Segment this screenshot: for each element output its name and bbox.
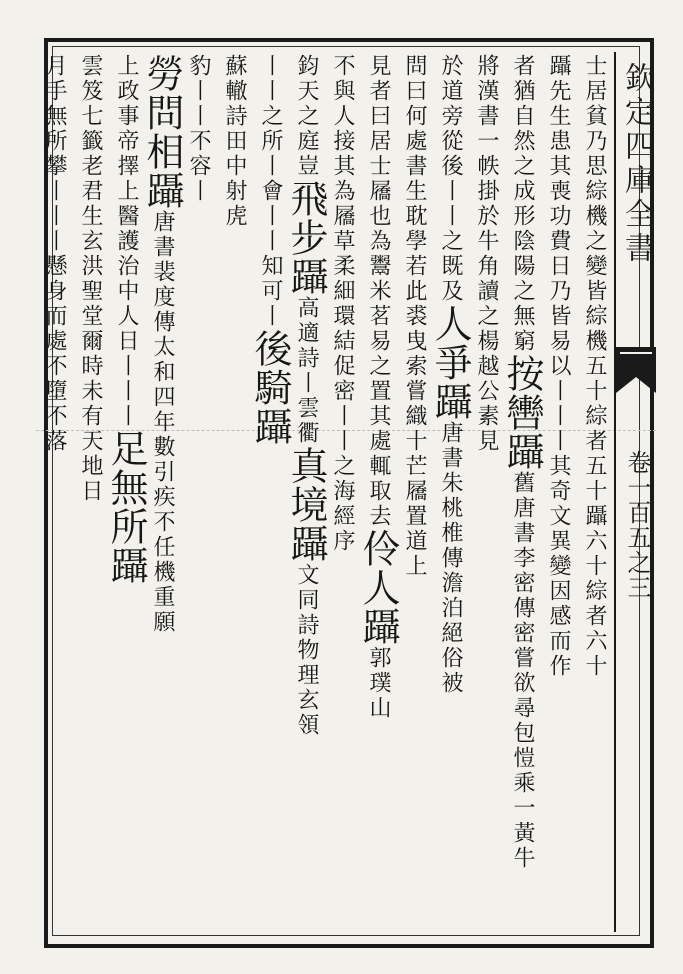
- volume-number: 卷一百五之三: [623, 450, 651, 600]
- entry-heading: 勞問相躡: [140, 54, 184, 210]
- entry-heading: 後騎躡: [248, 329, 292, 446]
- entry-text: 躡先生患其喪功費日乃皆易以丨丨丨其奇文異變因感而作: [546, 54, 571, 679]
- text-column: [284, 54, 328, 924]
- fishtail-mark-icon: [616, 347, 656, 393]
- entry-heading: 飛步躡: [284, 179, 328, 296]
- text-column: [576, 54, 612, 924]
- entry-text: 會丨丨知可丨: [258, 179, 283, 329]
- text-column: [180, 54, 216, 924]
- entry-text: 問曰何處書生耽學若此: [402, 54, 427, 304]
- entry-text: 雲笈七籤老君生玄洪聖堂爾時未有天地日: [78, 54, 103, 504]
- entry-text: 見者曰居士屩也為鬻米茗易之置其處輒取去: [366, 54, 391, 529]
- entry-text: 海經序: [330, 479, 355, 554]
- entry-text: 將漢書一帙掛於牛角讀之楊越公素見: [474, 54, 499, 454]
- entry-text: 舊唐書李密傳密嘗欲尋包愷乘一黃牛: [510, 471, 535, 871]
- book-title: 欽定四庫全書: [619, 62, 654, 266]
- text-column: [216, 54, 252, 924]
- entry-text: 於道旁從後丨丨之既及: [438, 54, 463, 304]
- entry-text: 高適詩丨雲衢: [294, 296, 319, 446]
- entry-heading: 真境躡: [284, 446, 328, 563]
- entry-text: 唐書朱桃椎傳澹泊絕俗被: [438, 421, 463, 696]
- entry-heading: 人爭躡: [428, 304, 472, 421]
- entry-text: 郭璞山: [366, 646, 391, 721]
- entry-text: 豹丨丨不容丨: [186, 54, 211, 204]
- text-column: [356, 54, 400, 924]
- text-column: [36, 54, 72, 924]
- entry-heading: 足無所躡: [104, 429, 148, 585]
- entry-text: 丨丨之所丨: [258, 54, 283, 179]
- text-column: [140, 54, 184, 924]
- text-column: [104, 54, 148, 924]
- entry-text: 不與人接其為屩草柔細環結促密丨丨之: [330, 54, 355, 479]
- entry-text: 裘曳索嘗織十芒屩置道上: [402, 304, 427, 579]
- entry-text: 文同詩物理玄領: [294, 563, 319, 738]
- margin-banner: [614, 52, 656, 932]
- text-column: [72, 54, 108, 924]
- text-column: [324, 54, 360, 924]
- text-column: [500, 54, 544, 924]
- entry-text: 上政事帝擇上醫護治中人日丨丨丨: [114, 54, 139, 429]
- text-column: [396, 54, 432, 924]
- entry-text: 士居貧乃思綜機之變皆綜機五十綜者五十躡六十綜者六十: [582, 54, 607, 679]
- entry-text: 者猶自然之成形陰陽之無窮: [510, 54, 535, 354]
- entry-text: 月手無所攀丨丨丨懸身而處不墮不落: [42, 54, 67, 454]
- text-column: [248, 54, 292, 924]
- entry-heading: 伶人躡: [356, 529, 400, 646]
- entry-text: 蘇轍詩田中射虎: [222, 54, 247, 229]
- text-column: [468, 54, 504, 924]
- entry-heading: 按轡躡: [500, 354, 544, 471]
- entry-text: 唐書裴度傳太和四年數引疾不任機重願: [150, 210, 175, 635]
- text-column: [540, 54, 576, 924]
- main-text: [42, 54, 612, 924]
- entry-text: 鈞天之庭豈: [294, 54, 319, 179]
- text-column: [428, 54, 472, 924]
